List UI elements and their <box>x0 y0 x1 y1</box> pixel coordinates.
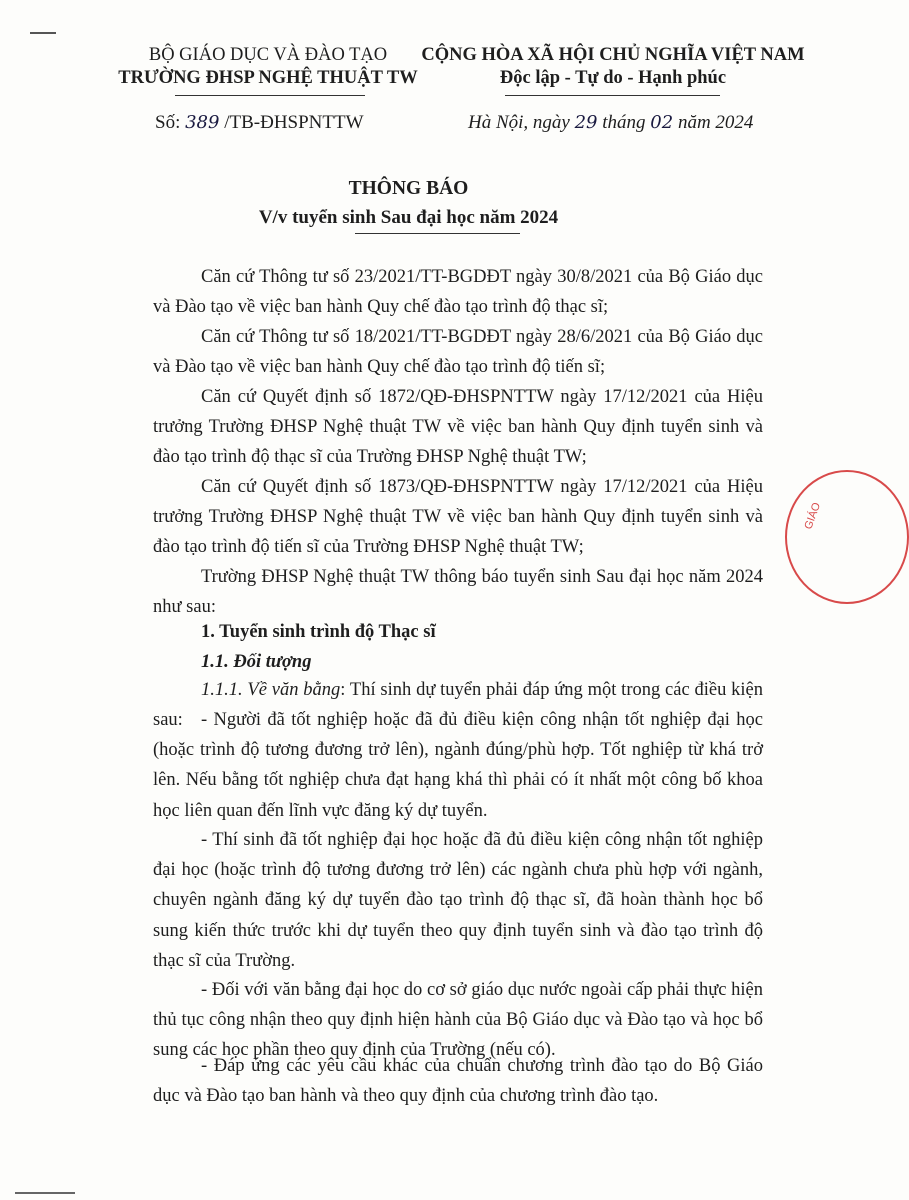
criteria-item: - Người đã tốt nghiệp hoặc đã đủ điều kiện công nhận tốt nghiệp đại học (hoặc trình độ tương đương trở lên), ngành đúng/phù hợp. Tốt nghiệp từ khá trở lên. Nếu bằng tốt nghiệp chưa đạt hạng khá thì phải có ít nhất một công bố khoa học liên quan đến lĩnh vực đăng ký dự tuyển. <box>153 710 763 821</box>
red-seal <box>785 470 909 604</box>
number-prefix: Số: <box>155 112 181 133</box>
ministry-name: BỘ GIÁO DỤC VÀ ĐÀO TẠO <box>148 45 388 65</box>
document-number <box>155 112 364 134</box>
country-name: CỘNG HÒA XÃ HỘI CHỦ NGHĨA VIỆT NAM <box>421 45 805 65</box>
criteria-item: - Đáp ứng các yêu cầu khác của chuẩn chương trình đào tạo do Bộ Giáo dục và Đào tạo ban hành và theo quy định của chương trình đào tạo. <box>153 1056 763 1107</box>
seal-text: GIÁO <box>802 501 824 531</box>
date-month: 02 <box>650 112 674 133</box>
issue-date <box>468 112 753 134</box>
legal-basis-paragraph: Căn cứ Quyết định số 1873/QĐ-ĐHSPNTTW ngày 17/12/2021 của Hiệu trưởng Trường ĐHSP Nghệ thuật TW về việc ban hành Quy định tuyển sinh và đào tạo trình độ tiến sĩ của Trường ĐHSP Nghệ thuật TW; <box>153 477 763 558</box>
legal-basis-paragraph: Căn cứ Quyết định số 1872/QĐ-ĐHSPNTTW ngày 17/12/2021 của Hiệu trưởng Trường ĐHSP Nghệ thuật TW về việc ban hành Quy định tuyển sinh và đào tạo trình độ thạc sĩ của Trường ĐHSP Nghệ thuật TW; <box>153 387 763 468</box>
document-title: THÔNG BÁO <box>348 178 469 199</box>
date-place: Hà Nội, ngày <box>468 112 570 133</box>
criteria-text: : Thí sinh dự tuyển phải đáp ứng một trong các điều kiện sau: <box>153 680 764 731</box>
scan-mark <box>15 1192 75 1194</box>
national-motto: Độc lập - Tự do - Hạnh phúc <box>499 68 727 88</box>
issuer-header <box>118 44 418 90</box>
criteria-label: 1.1.1. Về văn bằng <box>201 680 341 700</box>
legal-basis-paragraph: Căn cứ Thông tư số 23/2021/TT-BGDĐT ngày 30/8/2021 của Bộ Giáo dục và Đào tạo về việc ban hành Quy chế đào tạo trình độ thạc sĩ; <box>153 267 763 318</box>
document-subtitle: V/v tuyển sinh Sau đại học năm 2024 <box>258 207 559 228</box>
date-month-label: tháng <box>602 112 646 133</box>
legal-basis-paragraph: Căn cứ Thông tư số 18/2021/TT-BGDĐT ngày 28/6/2021 của Bộ Giáo dục và Đào tạo về việc ban hành Quy chế đào tạo trình độ tiến sĩ; <box>153 327 763 378</box>
subsection-heading: 1.1. Đối tượng <box>201 652 312 672</box>
number-handwritten: 389 <box>185 112 220 133</box>
subtitle-underline <box>355 233 520 234</box>
issuer-underline <box>175 95 365 96</box>
motto-underline <box>505 95 720 96</box>
criteria-item: - Đối với văn bằng đại học do cơ sở giáo dục nước ngoài cấp phải thực hiện thủ tục công nhận theo quy định hiện hành của Bộ Giáo dục và Đào tạo và học bổ sung các học phần theo quy định của Trường (nếu có). <box>153 980 763 1061</box>
intro-paragraph: Trường ĐHSP Nghệ thuật TW thông báo tuyển sinh Sau đại học năm 2024 như sau: <box>153 567 763 618</box>
scan-mark <box>30 32 56 34</box>
criteria-item: - Thí sinh đã tốt nghiệp đại học hoặc đã đủ điều kiện công nhận tốt nghiệp đại học (hoặc trình độ tương đương trở lên) các ngành chưa phù hợp với ngành, chuyên ngành đăng ký dự tuyển đào tạo trình độ thạc sĩ, đã hoàn thành học bổ sung kiến thức trước khi dự tuyển theo quy định tuyển sinh và đào tạo trình độ thạc sĩ của Trường. <box>153 830 763 971</box>
date-year: năm 2024 <box>677 112 754 133</box>
number-suffix: /TB-ĐHSPNTTW <box>224 112 364 133</box>
date-day: 29 <box>574 112 598 133</box>
school-name: TRƯỜNG ĐHSP NGHỆ THUẬT TW <box>118 68 418 88</box>
section-heading: 1. Tuyển sinh trình độ Thạc sĩ <box>201 622 436 642</box>
national-header <box>418 44 808 90</box>
